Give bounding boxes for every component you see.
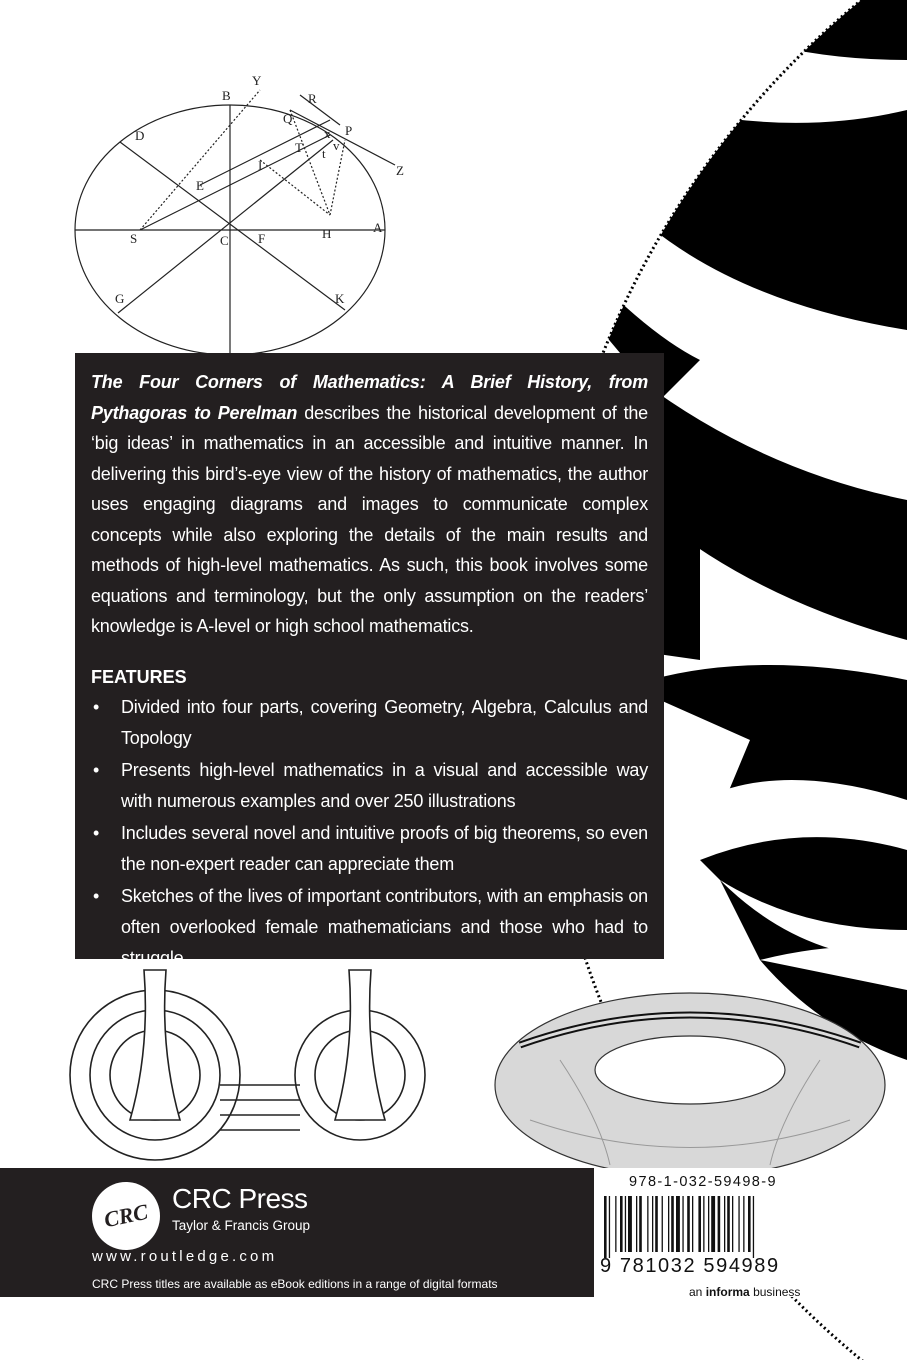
feature-text: Includes several novel and intuitive proofs of big theorems, so even the non-expert reader can appreciate them	[121, 822, 648, 874]
barcode-bar	[615, 1196, 616, 1252]
barcode-bar	[662, 1196, 663, 1252]
bullet: •	[93, 885, 100, 906]
svg-text:F: F	[258, 231, 266, 246]
feature-text: Presents high-level mathematics in a visual and accessible way with numerous examples and over 250 illustrations	[121, 759, 648, 811]
torus-illustration	[495, 993, 885, 1177]
isbn-label: 978-1-032-59498-9	[629, 1174, 777, 1190]
svg-text:P: P	[345, 123, 353, 138]
feature-text: Divided into four parts, covering Geometry, Algebra, Calculus and Topology	[121, 696, 648, 748]
barcode-bar	[609, 1196, 610, 1258]
book-title: The Four Corners of Mathematics: A Brief History, from Pythagoras to Perelman	[91, 372, 648, 423]
barcode-bar	[743, 1196, 744, 1252]
bullet: •	[93, 759, 100, 780]
barcode-bar	[625, 1196, 626, 1252]
svg-text:Q: Q	[283, 111, 293, 126]
barcode-bar	[698, 1196, 701, 1252]
svg-text:K: K	[335, 291, 345, 306]
feature-item	[91, 755, 648, 817]
svg-text:C: C	[220, 233, 229, 248]
barcode-bar	[703, 1196, 704, 1252]
description-paragraph	[91, 367, 648, 642]
svg-text:t: t	[322, 146, 326, 161]
barcode-bar	[647, 1196, 648, 1252]
ebook-note: CRC Press titles are available as eBook editions in a range of digital formats	[92, 1277, 498, 1291]
features-list	[91, 692, 648, 974]
description-panel	[75, 353, 664, 968]
feature-item	[91, 818, 648, 880]
svg-text:A: A	[373, 220, 383, 235]
description-text: describes the historical development of the ‘big ideas’ in mathematics in an accessible and intuitive manner. In delivering this bird’s-eye view of the history of mathematics, the author uses engaging diagrams and images to communicate complex concepts while also exploring the details of the main results and methods of high-level mathematics. As such, this book involves some equations and terminology, but the only assumption on the readers’ knowledge is A-level or high school mathematics.	[91, 402, 648, 636]
bullet: •	[93, 822, 100, 843]
feature-item	[91, 692, 648, 754]
barcode-bar	[636, 1196, 637, 1252]
barcode-bar	[692, 1196, 693, 1252]
barcode-bar	[732, 1196, 733, 1252]
svg-text:T: T	[295, 140, 303, 155]
loop-diagram-illustration	[70, 970, 425, 1160]
barcode-bar	[652, 1196, 653, 1252]
barcode-bar	[676, 1196, 680, 1252]
svg-text:x: x	[324, 126, 331, 141]
barcode-bar	[628, 1196, 632, 1252]
barcode-bar	[671, 1196, 674, 1252]
bullet: •	[93, 696, 100, 717]
crc-logo-text: CRC	[101, 1198, 151, 1233]
barcode-bar	[639, 1196, 642, 1252]
informa-suffix: business	[753, 1285, 801, 1299]
publisher-group: Taylor & Francis Group	[172, 1218, 311, 1233]
barcode-bar	[655, 1196, 658, 1252]
barcode-bar	[687, 1196, 690, 1252]
barcode-bar	[738, 1196, 739, 1252]
barcode-bar	[668, 1196, 669, 1252]
publisher-name: CRC Press	[172, 1183, 308, 1214]
barcode-bar	[604, 1196, 607, 1258]
svg-text:R: R	[308, 91, 317, 106]
barcode-bar	[753, 1196, 754, 1258]
informa-prefix: an	[689, 1285, 703, 1299]
isbn-digits: 9 781032 594989	[600, 1255, 780, 1277]
feature-text: Sketches of the lives of important contributors, with an emphasis on often overlooked female mathematicians and those who had to struggle.	[121, 885, 648, 968]
barcode-bar	[711, 1196, 715, 1252]
feature-item	[91, 881, 648, 974]
barcode-image	[600, 1196, 800, 1258]
barcode-bar	[620, 1196, 623, 1252]
svg-text:D: D	[135, 128, 145, 143]
svg-text:v: v	[333, 138, 340, 153]
barcode-bar	[708, 1196, 709, 1252]
svg-text:Z: Z	[396, 163, 404, 178]
barcode-bar	[682, 1196, 683, 1252]
barcode-bar	[718, 1196, 721, 1252]
svg-text:E: E	[196, 178, 204, 193]
svg-text:B: B	[222, 88, 231, 103]
svg-text:Y: Y	[252, 73, 262, 88]
barcode-bar	[724, 1196, 725, 1252]
svg-text:H: H	[322, 226, 332, 241]
svg-text:S: S	[130, 231, 138, 246]
svg-text:I: I	[258, 158, 263, 173]
ellipse-diagram-labels	[115, 73, 404, 306]
website-link[interactable]: www.routledge.com	[92, 1248, 278, 1265]
crc-logo	[92, 1182, 160, 1250]
informa-business-line	[689, 1285, 800, 1299]
barcode-bar	[727, 1196, 730, 1252]
svg-text:G: G	[115, 291, 125, 306]
features-heading: FEATURES	[91, 666, 187, 687]
barcode-bar	[748, 1196, 751, 1252]
informa-brand: informa	[705, 1285, 750, 1299]
